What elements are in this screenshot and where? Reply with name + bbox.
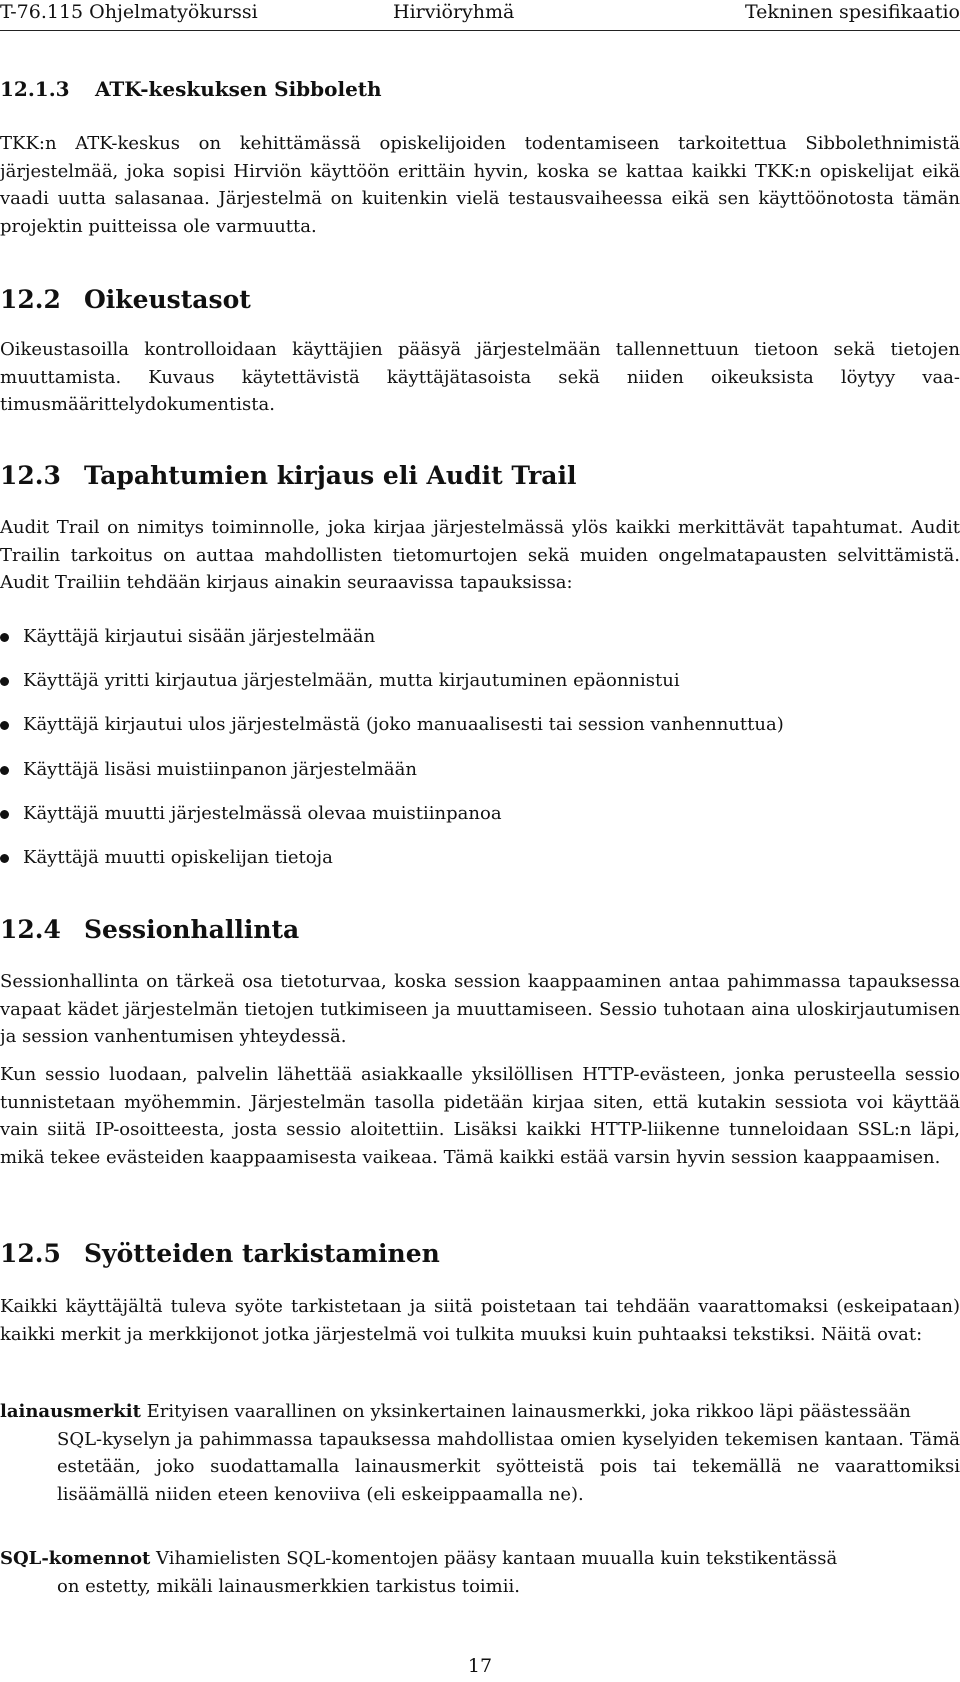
running-header <box>0 0 960 31</box>
section-number: 12.1.3 <box>0 77 70 101</box>
section-number: 12.2 <box>0 285 61 314</box>
paragraph-sessionhallinta-1: Sessionhallinta on tärkeä osa tietoturvaa, koska session kaappaaminen antaa pahimmassa tapauksessa vapaat kädet järjestelmän tietojen tutkimiseen ja muuttamiseen. Sessio tuhotaan aina uloskirjautumisen ja session vanhentumisen yhteydessä. <box>0 971 960 1048</box>
section-title: ATK-keskuksen Sibboleth <box>95 77 382 101</box>
bullet-icon <box>0 677 9 686</box>
section-number: 12.5 <box>0 1239 61 1268</box>
paragraph-sessionhallinta-2: Kun sessio luodaan, palvelin lähettää asiakkaalle yksilöllisen HTTP-evästeen, jonka perusteella sessio tunnistetaan myöhemmin. Järjestelmän tasolla pidetään kirjaa siten, että kutakin sessiota voi käyttää vain siitä IP-osoitteesta, josta sessio aloitettiin. Lisäksi kaikki HTTP-liikenne tunneloidaan SSL:n läpi, mikä tekee evästeiden kaappaamisesta vaikeaa. Tämä kaikki estää varsin hyvin session kaappaamisen. <box>0 1064 960 1168</box>
header-group: Hirviöryhmä <box>393 1 515 23</box>
paragraph-sibboleth: TKK:n ATK-keskus on kehittämässä opiskelijoiden todentamiseen tarkoitettua Sibbolethnimistä järjestelmää, joka sopisi Hirviön käyttöön erittäin hyvin, koska se kattaa kaikki TKK:n opiskelijat eikä vaadi uutta salasanaa. Järjestelmä on kuitenkin vielä testausvaiheessa eikä sen käyttöönotosta tämän projektin puitteissa ole varmuutta. <box>0 133 960 237</box>
section-heading-12-4 <box>0 914 960 946</box>
section-title: Oikeustasot <box>84 285 251 314</box>
header-document-title: Tekninen spesifikaatio <box>744 1 960 23</box>
section-heading-12-2 <box>0 284 960 316</box>
paragraph-syotteet: Kaikki käyttäjältä tuleva syöte tarkistetaan ja siitä poistetaan tai tehdään vaarattomaksi (eskeipataan) kaikki merkit ja merkkijonot jotka järjestelmä voi tulkita muuksi kuin puhtaaksi tekstiksi. Näitä ovat: <box>0 1296 960 1345</box>
section-heading-12-5 <box>0 1238 960 1270</box>
bullet-icon <box>0 766 9 775</box>
bullet-icon <box>0 633 9 642</box>
section-heading-12-1-3 <box>0 76 960 102</box>
definition-first-line: Erityisen vaarallinen on yksinkertainen lainausmerkki, joka rikkoo läpi päästessään <box>146 1401 911 1422</box>
section-title: Syötteiden tarkistaminen <box>84 1239 440 1268</box>
definition-body: on estetty, mikäli lainausmerkkien tarkistus toimii. <box>57 1575 520 1597</box>
section-heading-12-3 <box>0 460 960 492</box>
section-number: 12.3 <box>0 461 61 490</box>
section-number: 12.4 <box>0 915 61 944</box>
definition-body: SQL-kyselyn ja pahimmassa tapauksessa mahdollistaa omien kyselyiden tekemisen kantaan. Tämä estetään, joko suodattamalla lainausmerkit syötteistä pois tai tekemällä ne vaarattomiksi lisäämällä niiden eteen kenoviiva (eli eskeippaamalla ne). <box>57 1428 960 1505</box>
bullet-icon <box>0 721 9 730</box>
definition-sql-komennot <box>0 1545 960 1600</box>
definition-lainausmerkit <box>0 1398 960 1508</box>
bullet-icon <box>0 810 9 819</box>
paragraph-audit-trail: Audit Trail on nimitys toiminnolle, joka kirjaa järjestelmässä ylös kaikki merkittävät tapahtumat. Audit Trailin tarkoitus on auttaa mahdollisten tietomurtojen sekä muiden ongelmatapausten selvittämistä. Audit Trailiin tehdään kirjaus ainakin seuraavissa tapauksissa: <box>0 517 960 594</box>
section-title: Sessionhallinta <box>84 915 300 944</box>
paragraph-oikeustasot: Oikeustasoilla kontrolloidaan käyttäjien pääsyä järjestelmään tallennettuun tietoon sekä tietojen muuttamista. Kuvaus käytettävistä käyttäjätasoista sekä niiden oikeuksista löytyy vaatimusmäärittelydokumentista. <box>0 339 960 416</box>
definition-term: lainausmerkit <box>0 1401 141 1422</box>
section-title: Tapahtumien kirjaus eli Audit Trail <box>84 461 577 490</box>
page-number: 17 <box>467 1655 493 1677</box>
header-course: T-76.115 Ohjelmatyökurssi <box>0 1 258 23</box>
bullet-icon <box>0 854 9 863</box>
definition-term: SQL-komennot <box>0 1548 151 1569</box>
definition-first-line: Vihamielisten SQL-komentojen pääsy kantaan muualla kuin tekstikentässä <box>156 1548 838 1569</box>
